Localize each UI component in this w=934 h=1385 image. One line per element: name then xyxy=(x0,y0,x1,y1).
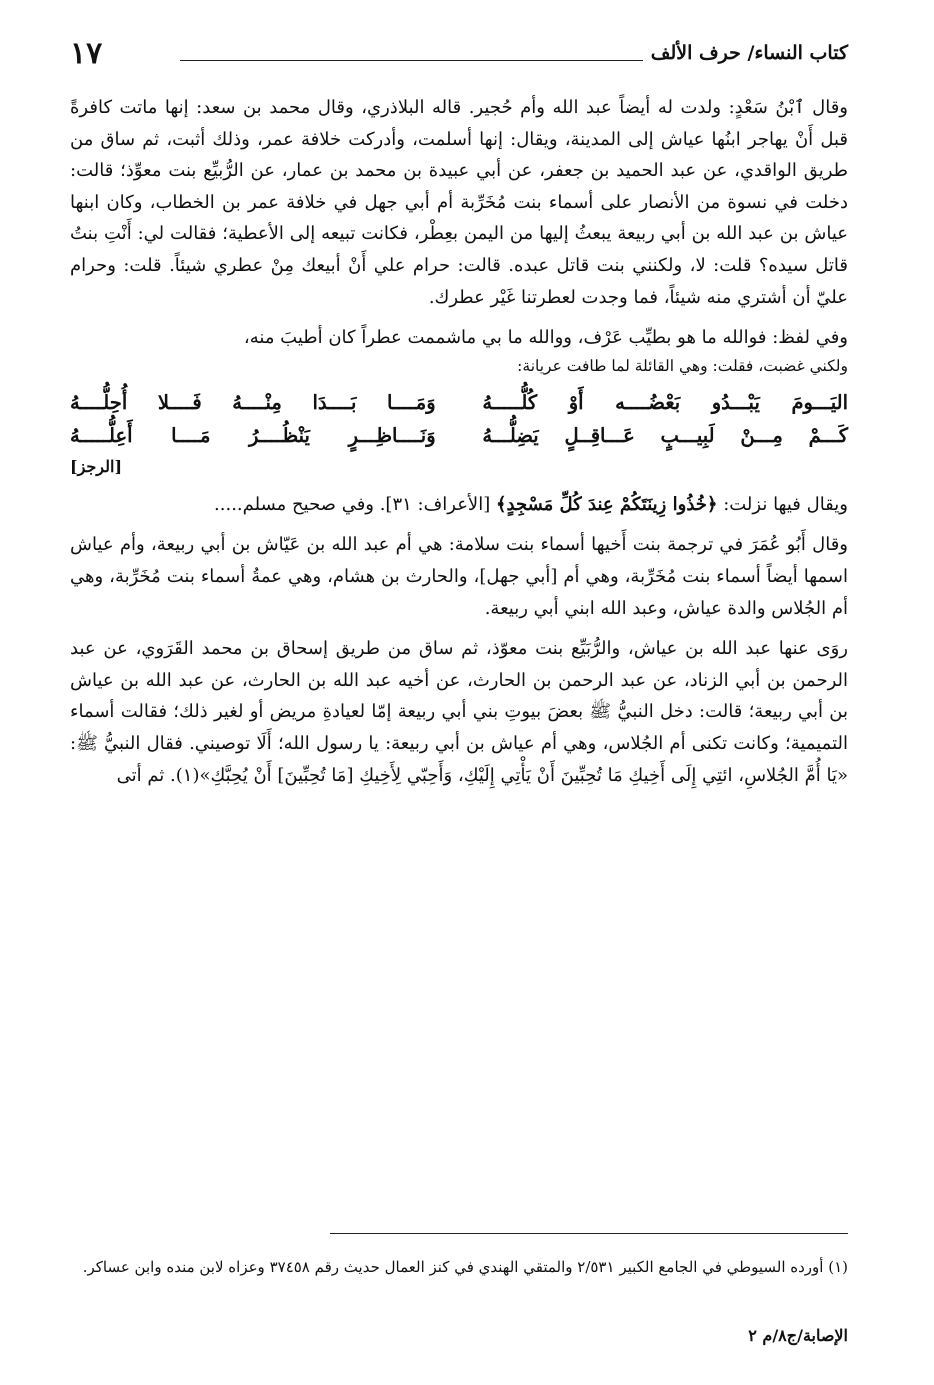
verse-second-hemistich: وَنَــــاظِـــرٍ يَنْظُــــرُ مَــــا أَعِلُّـــــهُ xyxy=(70,423,436,447)
poem-verse xyxy=(70,419,848,452)
paragraph-ibn-saad: وقال ٱبْنُ سَعْدٍ: ولدت له أيضاً عبد الله وأم حُجير. قاله البلاذري، وقال محمد بن سعد: إنها ماتت كافرةً قبل أَنْ يهاجر ابنُها عياش إلى المدينة، ويقال: إنها أسلمت، وأدركت خلافة عمر، وذلك أثبت، ثم ساق من طريق الواقدي، عن عبد الحميد بن جعفر، عن أبي عبيدة بن محمد بن عمار، عن الرُّبيِّع بنت معوِّذ؛ قالت: دخلت في نسوة من الأنصار على أسماء بنت مُخَرِّبة أم أبي جهل في خلافة عمر بن الخطاب، وكان ابنها عياش بن عبد الله بن أبي ربيعة يبعثُ إليها من اليمن بعِطْر، فكانت تبيعه إلى الأعطية؛ فقالت لي: أَنْتِ بنتُ قاتل سيده؟ قلت: لا، ولكنني بنت قاتل عبده. قالت: حرام علي أَنْ أبيعك مِنْ عطري شيئاً. قلت: وحرام عليّ أن أشتري منه شيئاً، فما وجدت لعطرتنا غَيْر عطرك. xyxy=(70,97,849,308)
paragraph-poem-intro: ولكني غضبت، فقلت: وهي القائلة لما طافت عريانة: xyxy=(517,356,848,375)
verse-first-hemistich: كَـــمْ مِـــنْ لَبِيـــبٍ عَـــاقِــلٍ يَضِلُّـــهُ xyxy=(482,423,848,447)
poem-verse xyxy=(70,386,848,419)
paragraph-narration: روَى عنها عبد الله بن عياش، والرُّبَيِّع بنت معوّذ، ثم ساق من طريق إسحاق بن محمد القَرَوي، عن عبد الرحمن بن أبي الزناد، عن عبد الرحمن بن الحارث، عن أخيه عبد الله بن الحارث، عن عبد الله بن عياش بن أبي ربيعة؛ قالت: دخل النبيُّ ﷺ بعضَ بيوتِ بني أبي ربيعة إمّا لعيادةِ مريض أو لغير ذلك؛ فقالت أسماء التميمية؛ وكانت تكنى أم الجُلاس، وهي أم عياش بن أبي ربيعة: يا رسول الله؛ أَلَا توصيني. فقال النبيُّ ﷺ: «يَا أُمَّ الجُلاسِ، ائتِي إِلَى أَخِيكِ مَا تُحِبِّينَ أَنْ يَأْتِي إِلَيْكِ، وَأَحِبّي لِأَخِيكِ [مَا تُحِبِّينَ] أَنْ يُحِبَّكِ»(١). ثم أتى xyxy=(70,638,848,786)
page-header xyxy=(70,36,848,76)
poem xyxy=(70,386,848,480)
paragraph-other-wording: وفي لفظ: فوالله ما هو بطيِّب عَرْف، ووالله ما بي ماشممت عطراً كان أطيبَ منه، xyxy=(243,327,848,349)
running-title: كتاب النساء/ حرف الألف xyxy=(650,42,848,64)
quran-before: ويقال فيها نزلت: xyxy=(717,493,848,515)
header-rule xyxy=(180,60,643,61)
paragraph-quran xyxy=(70,489,848,521)
poem-meter: [الرجز] xyxy=(70,456,123,476)
page-number: ١٧ xyxy=(70,36,103,71)
quran-after: [الأعراف: ٣١]. وفي صحيح مسلم..... xyxy=(214,493,496,515)
footnote: (١) أورده السيوطي في الجامع الكبير ٢/٥٣١ والمتقي الهندي في كنز العمال حديث رقم ٣٧٤٥٨ وعزاه لابن منده وابن عساكر. xyxy=(82,1258,848,1276)
paragraph-abu-umar: وقال أَبُو عُمَرَ في ترجمة بنت أَخيها أسماء بنت سلامة: هي أم عبد الله بن عَيّاش بن أبي ربيعة، وأم عياش اسمها أيضاً أسماء بنت مُخَرِّبة، وهي أم [أبي جهل]، والحارث بن هشام، وهي عمةُ أسماء بنت مُخَرِّبة، وهي أم الجُلاس والدة عياش، وعبد الله ابني أبي ربيعة. xyxy=(70,534,848,619)
footnote-rule xyxy=(330,1233,848,1234)
page-body xyxy=(70,92,848,791)
verse-second-hemistich: وَمَــــا بَــــدَا مِنْــــهُ فَــــلا أُحِلُّــــهُ xyxy=(70,390,436,414)
verse-first-hemistich: اليَـــومَ يَبْـــدُو بَعْضُــــه أَوْ كُلُّـــــهُ xyxy=(482,390,848,414)
footer-signature: الإصابة/ج٨/م ٢ xyxy=(748,1326,848,1345)
quran-verse: ﴿خُذُوا زِينَتَكُمْ عِندَ كُلِّ مَسْجِدٍ﴾ xyxy=(495,493,718,515)
